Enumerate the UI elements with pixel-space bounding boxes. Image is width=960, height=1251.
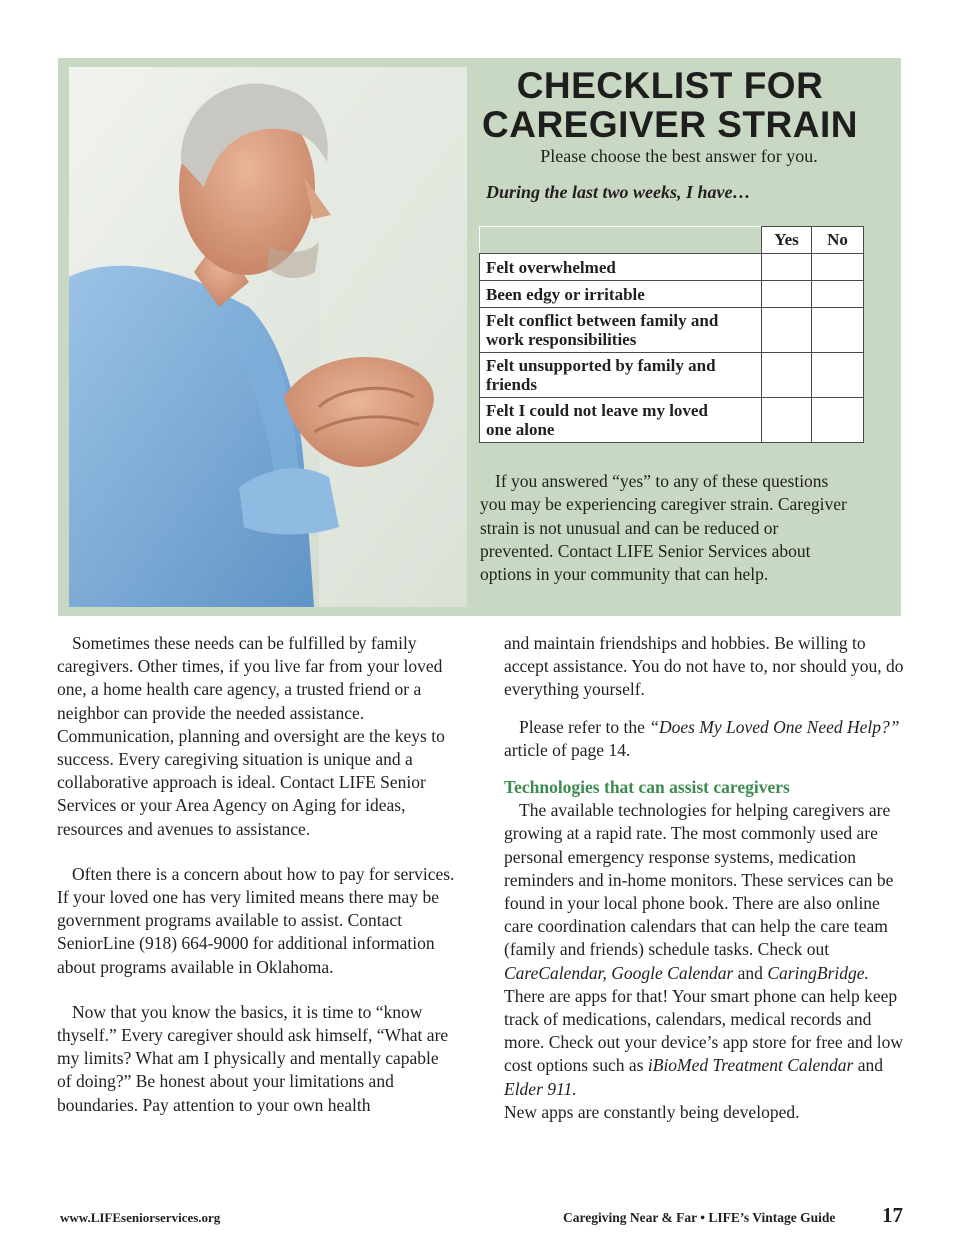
checklist-table — [479, 226, 864, 443]
checklist-question: Been edgy or irritable — [480, 281, 762, 308]
section-heading: Technologies that can assist caregivers — [504, 777, 790, 798]
checklist-row — [480, 398, 864, 443]
no-checkbox[interactable] — [812, 254, 864, 281]
body-paragraph: Often there is a concern about how to pay for services. If your loved one has very limited means there may be government programs available to assist. Contact SeniorLine (918) 664-9000 for additional information about programs available in Oklahoma. — [57, 863, 455, 977]
yes-checkbox[interactable] — [762, 353, 812, 398]
body-paragraph: Sometimes these needs can be fulfilled by family caregivers. Other times, if you live far from your loved one, a home health care agency, a trusted friend or a neighbor can provide the needed assistance. Communication, planning and oversight are the keys to success. Every caregiving situation is unique and a collaborative approach is ideal. Contact LIFE Senior Services or your Area Agency on Aging for ideas, resources and avenues to assistance. — [57, 633, 445, 839]
footer-guide-title: Caregiving Near & Far • LIFE’s Vintage Guide — [563, 1210, 836, 1225]
footer-url[interactable]: www.LIFEseniorservices.org — [60, 1210, 221, 1225]
checklist-row — [480, 254, 864, 281]
checklist-question: Felt unsupported by family and friends — [480, 353, 762, 398]
checklist-question: Felt conflict between family and work responsibilities — [480, 308, 762, 353]
checklist-title-line2: CAREGIVER STRAIN — [482, 104, 858, 145]
page-number: 17 — [882, 1203, 903, 1227]
checklist-title-line1: CHECKLIST FOR — [516, 65, 824, 106]
yes-checkbox[interactable] — [762, 254, 812, 281]
checklist-header-row — [480, 227, 864, 254]
checklist-question: Felt I could not leave my loved one alone — [480, 398, 762, 443]
body-paragraph: and maintain friendships and hobbies. Be willing to accept assistance. You do not have to, nor should you, do everything yourself. — [504, 633, 904, 700]
body-column-right — [504, 632, 909, 1124]
checklist-note: If you answered “yes” to any of these questions you may be experiencing caregiver strain. Caregiver strain is not unusual and can be reduced or prevented. Contact LIFE Senior Services about options in your community that can help. — [480, 471, 847, 585]
yes-checkbox[interactable] — [762, 281, 812, 308]
checklist-subtitle: Please choose the best answer for you. — [540, 146, 818, 166]
checklist-prompt: During the last two weeks, I have… — [486, 182, 751, 202]
body-column-left — [57, 632, 457, 1117]
body-paragraph: The available technologies for helping caregivers are growing at a rapid rate. The most commonly used are personal emergency response systems, medication reminders and in-home monitors. These services can be found in your local phone book. There are also online care coordination calendars that can help the care team (family and friends) schedule tasks. Check out CareCalendar, Google Calendar and CaringBridge. There are apps for that! Your smart phone can help keep track of medications, calendars, medical records and more. Check out your device’s app store for free and low cost options such as iBioMed Treatment Calendar and Elder 911. — [504, 800, 903, 1099]
body-paragraph: Please refer to the “Does My Loved One Need Help?” article of page 14. — [504, 716, 900, 760]
checklist-question: Felt overwhelmed — [480, 254, 762, 281]
no-checkbox[interactable] — [812, 398, 864, 443]
body-paragraph: New apps are constantly being developed. — [504, 1101, 800, 1122]
caregiver-photo — [69, 67, 467, 607]
column-no: No — [812, 227, 864, 254]
checklist-title — [478, 66, 862, 144]
no-checkbox[interactable] — [812, 353, 864, 398]
yes-checkbox[interactable] — [762, 308, 812, 353]
yes-checkbox[interactable] — [762, 398, 812, 443]
checklist-row — [480, 281, 864, 308]
no-checkbox[interactable] — [812, 308, 864, 353]
no-checkbox[interactable] — [812, 281, 864, 308]
body-paragraph: Now that you know the basics, it is time to “know thyself.” Every caregiver should ask himself, “What are my limits? What am I physically and mentally capable of doing?” Be honest about your limitations and boundaries. Pay attention to your own health — [57, 1001, 449, 1115]
checklist-row — [480, 353, 864, 398]
checklist-row — [480, 308, 864, 353]
column-yes: Yes — [762, 227, 812, 254]
